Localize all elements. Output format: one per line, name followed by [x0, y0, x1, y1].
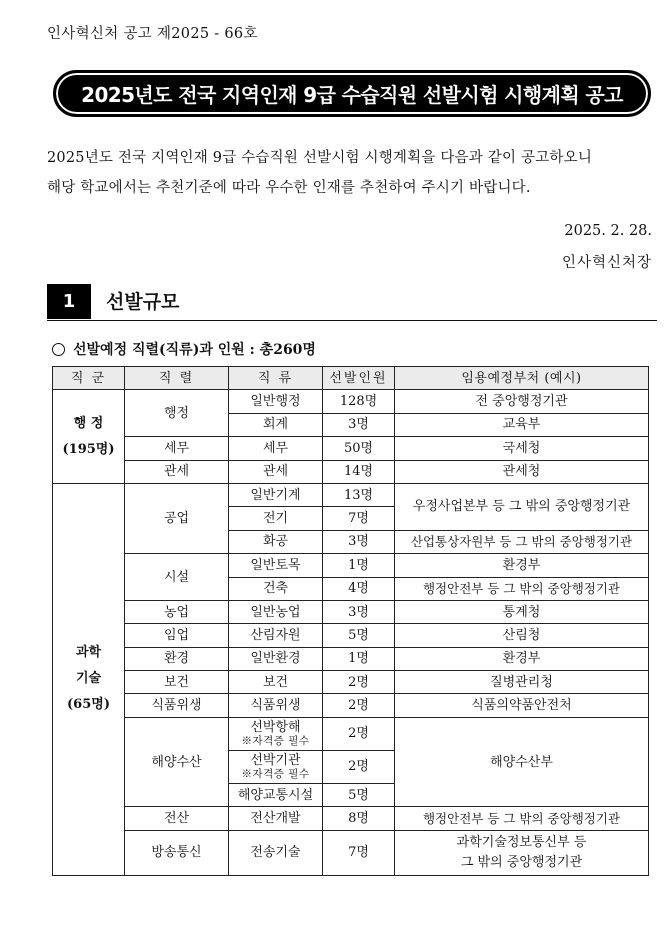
page-title-text: 2025년도 전국 지역인재 9급 수습직원 선발시험 시행계획 공고	[81, 83, 623, 107]
table-row	[53, 694, 649, 717]
subclass-cell	[229, 750, 323, 783]
ministry-cell: 전 중앙행정기관	[395, 390, 649, 413]
table-row	[53, 830, 649, 875]
count-cell: 5명	[323, 624, 395, 647]
subclass-cell: 일반토목	[229, 554, 323, 577]
ministry-cell: 해양수산부	[395, 717, 649, 806]
subclass-cell: 일반농업	[229, 600, 323, 623]
series-cell: 해양수산	[125, 717, 229, 806]
section-header	[47, 284, 657, 321]
group-tech	[53, 483, 125, 875]
subclass-cell: 일반환경	[229, 647, 323, 670]
subclass-note: ※자격증 필수	[241, 735, 310, 748]
subclass-cell: 세무	[229, 437, 323, 460]
group-count: (195명)	[62, 441, 115, 457]
count-cell: 3명	[323, 600, 395, 623]
ministry-cell: 관세청	[395, 460, 649, 483]
ministry-cell: 식품의약품안전처	[395, 694, 649, 717]
count-cell: 2명	[323, 694, 395, 717]
section-title: 선발규모	[106, 291, 180, 313]
intro-paragraph	[47, 143, 657, 203]
ministry-cell: 환경부	[395, 554, 649, 577]
table-row	[53, 554, 649, 577]
ministry-cell: 교육부	[395, 413, 649, 436]
ministry-line: 과학기술정보통신부 등	[456, 834, 587, 850]
subclass-cell: 보건	[229, 671, 323, 694]
subheading-text: 선발예정 직렬(직류)과 인원 : 총260명	[73, 342, 316, 358]
col-header: 임용예정부처 (예시)	[395, 367, 649, 390]
count-cell: 4명	[323, 577, 395, 600]
group-count: (65명)	[67, 697, 110, 713]
series-cell: 환경	[125, 647, 229, 670]
ministry-cell: 통계청	[395, 600, 649, 623]
series-cell: 농업	[125, 600, 229, 623]
count-cell: 7명	[323, 507, 395, 530]
subclass-cell: 일반행정	[229, 390, 323, 413]
count-cell: 3명	[323, 530, 395, 553]
count-cell: 3명	[323, 413, 395, 436]
ministry-cell: 산업통상자원부 등 그 밖의 중앙행정기관	[395, 530, 649, 553]
subclass-cell: 관세	[229, 460, 323, 483]
signer: 인사혁신처장	[561, 255, 652, 271]
subclass-cell: 식품위생	[229, 694, 323, 717]
group-name: 행 정	[73, 415, 104, 431]
series-cell: 행정	[125, 390, 229, 437]
intro-line: 2025년도 전국 지역인재 9급 수습직원 선발시험 시행계획을 다음과 같이 공고하오니	[47, 150, 593, 166]
subheading	[52, 339, 316, 359]
col-header: 선발인원	[323, 367, 395, 390]
series-cell: 세무	[125, 437, 229, 460]
ministry-line: 그 밖의 중앙행정기관	[460, 854, 583, 870]
ministry-cell: 질병관리청	[395, 671, 649, 694]
ministry-cell: 행정안전부 등 그 밖의 중앙행정기관	[395, 807, 649, 830]
notice-date: 2025. 2. 28.	[564, 223, 652, 239]
circle-bullet-icon	[52, 343, 65, 356]
subclass-cell: 전산개발	[229, 807, 323, 830]
series-cell: 보건	[125, 671, 229, 694]
table-row	[53, 807, 649, 830]
series-cell: 공업	[125, 483, 229, 553]
table-row	[53, 671, 649, 694]
subclass-cell: 전송기술	[229, 830, 323, 875]
count-cell: 50명	[323, 437, 395, 460]
group-name: 기술	[75, 671, 102, 687]
group-name: 과학	[75, 645, 102, 661]
table-row	[53, 437, 649, 460]
count-cell: 1명	[323, 647, 395, 670]
table-row	[53, 647, 649, 670]
series-cell: 식품위생	[125, 694, 229, 717]
table-row	[53, 460, 649, 483]
table-row	[53, 624, 649, 647]
subclass-name: 선박항해	[250, 720, 301, 736]
table-row	[53, 600, 649, 623]
table-row	[53, 483, 649, 506]
table-header-row	[53, 367, 649, 390]
subclass-cell	[229, 717, 323, 750]
intro-line: 해당 학교에서는 추천기준에 따라 우수한 인재를 추천하여 주시기 바랍니다.	[47, 180, 531, 196]
count-cell: 14명	[323, 460, 395, 483]
selection-table	[52, 366, 649, 876]
group-admin	[53, 390, 125, 484]
ministry-cell: 국세청	[395, 437, 649, 460]
series-cell: 전산	[125, 807, 229, 830]
subclass-cell: 건축	[229, 577, 323, 600]
ministry-cell: 행정안전부 등 그 밖의 중앙행정기관	[395, 577, 649, 600]
section-number: 1	[47, 284, 91, 319]
table-row	[53, 390, 649, 413]
series-cell: 시설	[125, 554, 229, 601]
count-cell: 2명	[323, 717, 395, 750]
count-cell: 2명	[323, 671, 395, 694]
subclass-cell: 해양교통시설	[229, 783, 323, 806]
col-header: 직 렬	[125, 367, 229, 390]
count-cell: 7명	[323, 830, 395, 875]
series-cell: 방송통신	[125, 830, 229, 875]
subclass-cell: 회계	[229, 413, 323, 436]
notice-number: 인사혁신처 공고 제2025 - 66호	[47, 26, 258, 42]
subclass-cell: 산림자원	[229, 624, 323, 647]
subclass-cell: 전기	[229, 507, 323, 530]
col-header: 직 류	[229, 367, 323, 390]
count-cell: 5명	[323, 783, 395, 806]
ministry-cell: 환경부	[395, 647, 649, 670]
table-row	[53, 717, 649, 750]
series-cell: 임업	[125, 624, 229, 647]
page-title	[53, 70, 651, 117]
count-cell: 128명	[323, 390, 395, 413]
count-cell: 1명	[323, 554, 395, 577]
col-header: 직 군	[53, 367, 125, 390]
ministry-cell	[395, 830, 649, 875]
subclass-name: 선박기관	[250, 753, 301, 769]
count-cell: 8명	[323, 807, 395, 830]
series-cell: 관세	[125, 460, 229, 483]
ministry-cell: 산림청	[395, 624, 649, 647]
subclass-note: ※자격증 필수	[241, 768, 310, 781]
count-cell: 2명	[323, 750, 395, 783]
subclass-cell: 일반기계	[229, 483, 323, 506]
count-cell: 13명	[323, 483, 395, 506]
subclass-cell: 화공	[229, 530, 323, 553]
ministry-cell: 우정사업본부 등 그 밖의 중앙행정기관	[395, 483, 649, 530]
